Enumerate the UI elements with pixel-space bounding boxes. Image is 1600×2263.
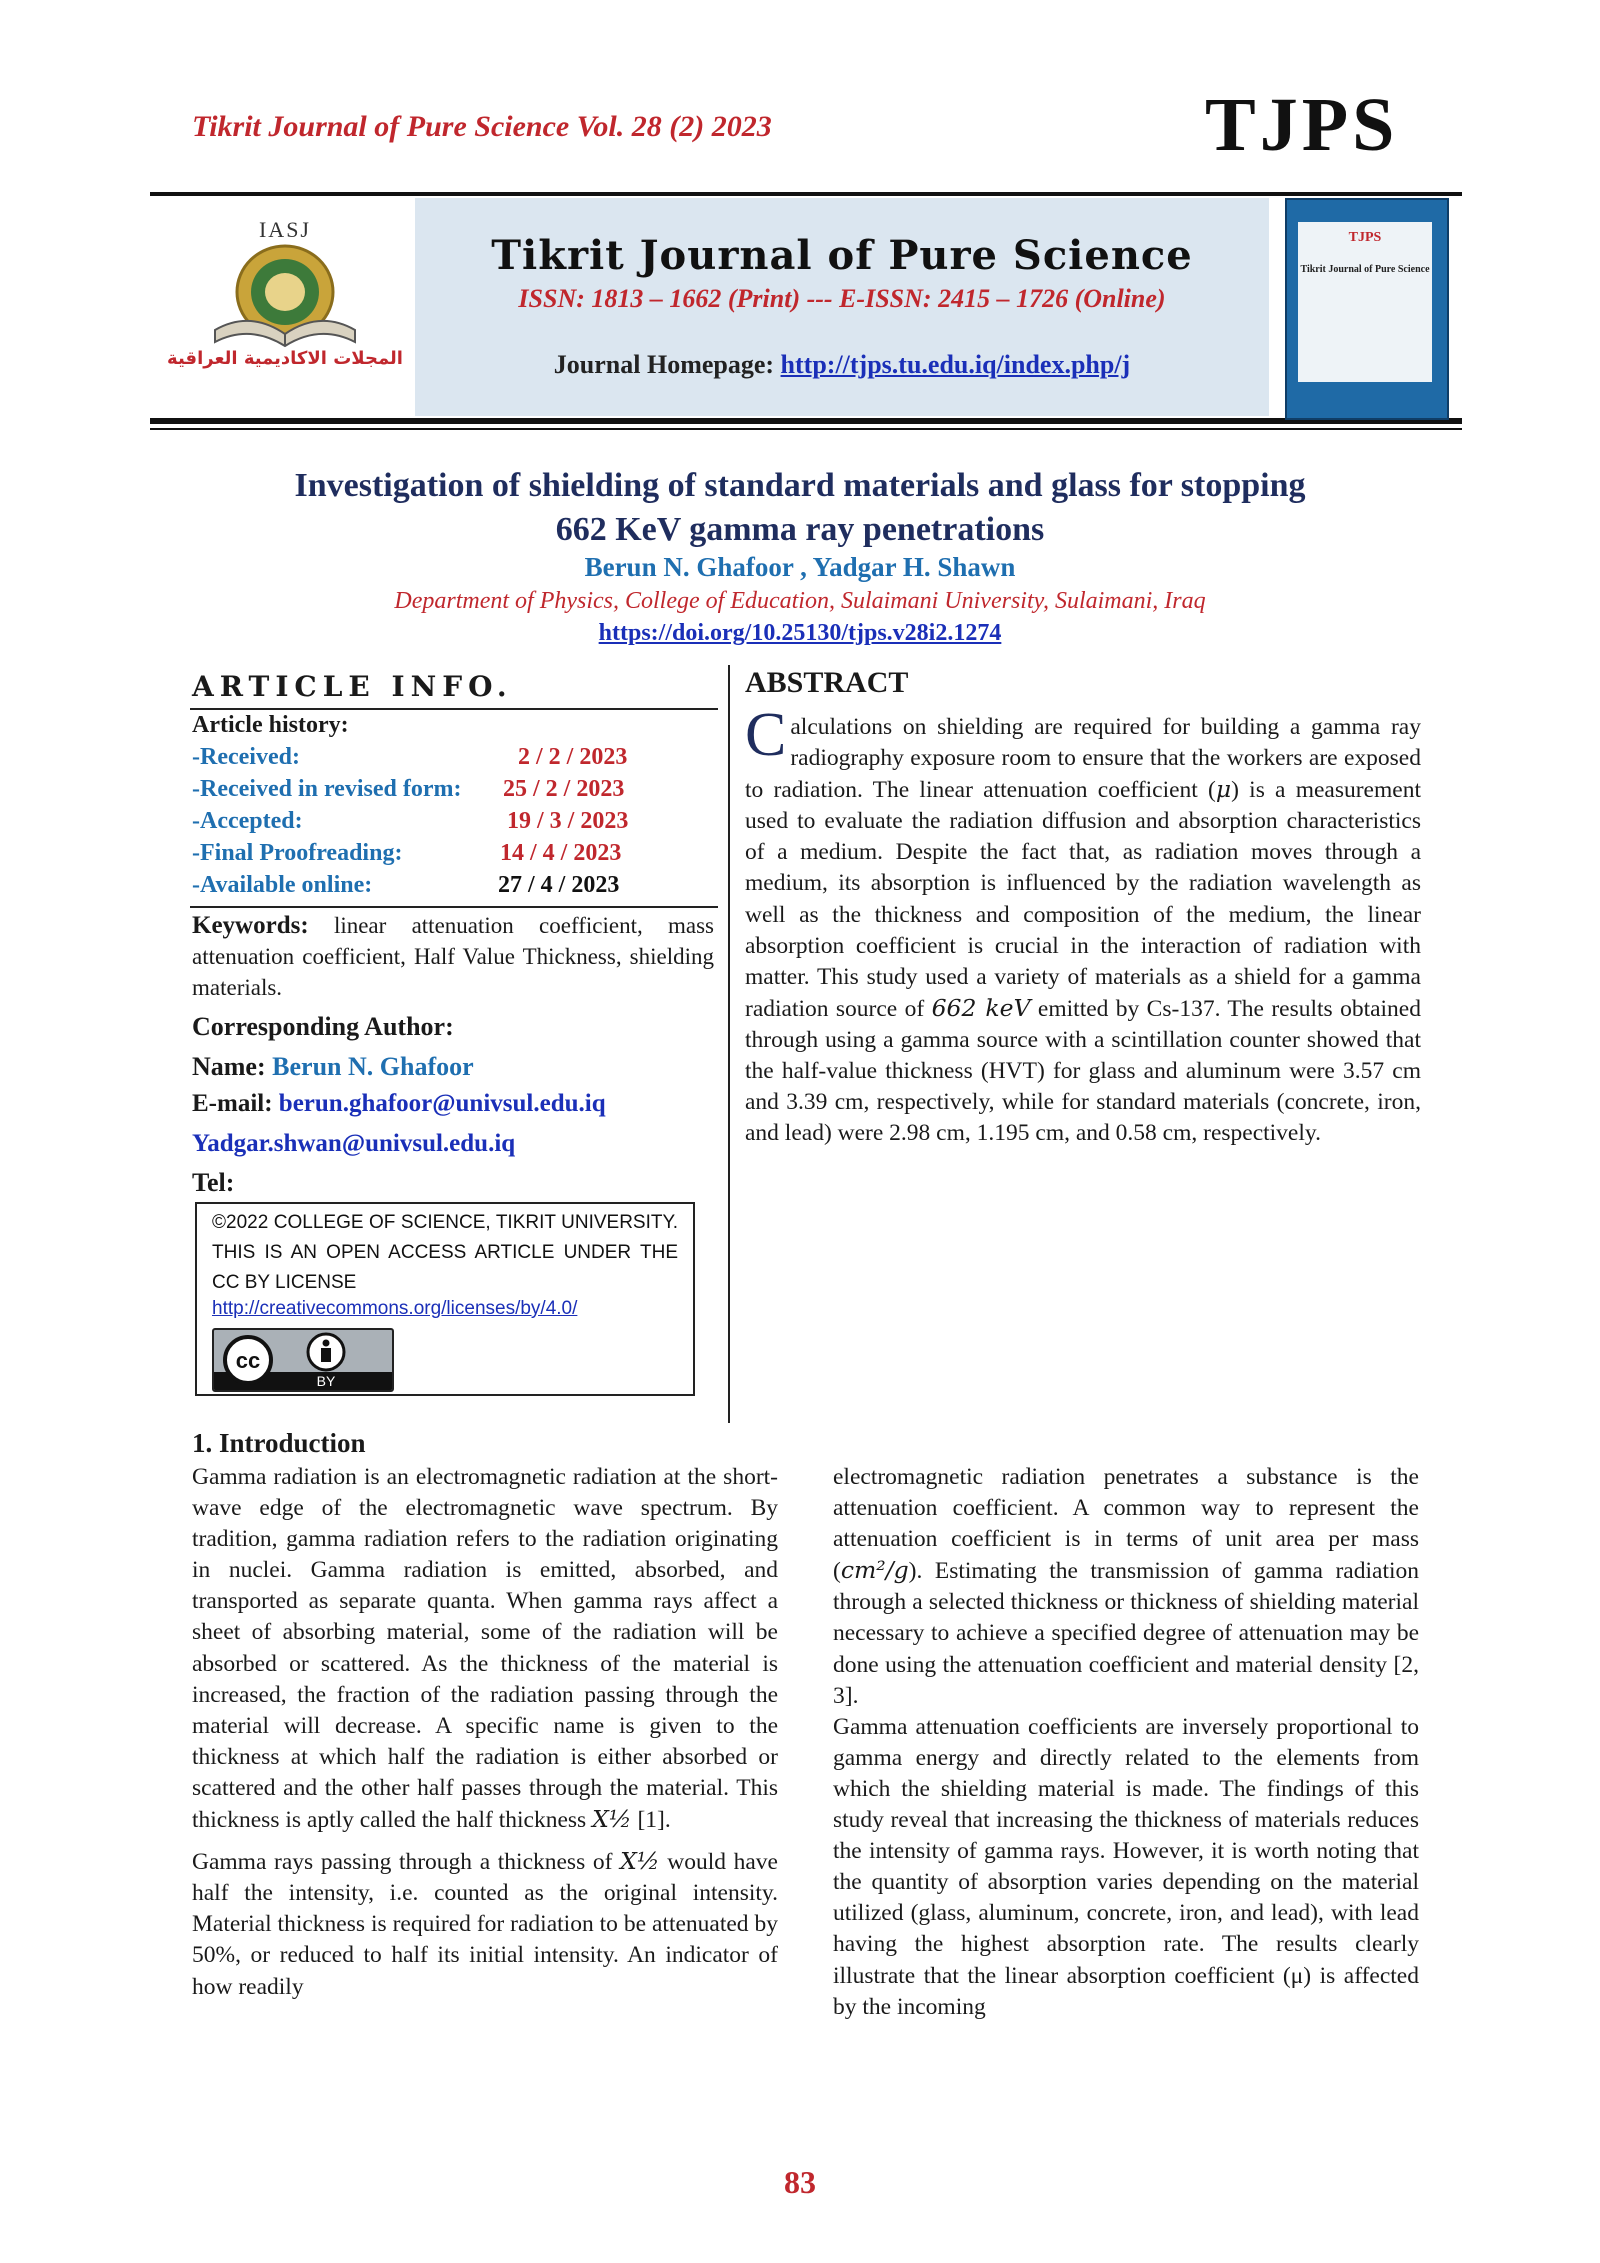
history-label-proofreading: -Final Proofreading: xyxy=(192,840,403,866)
email-link-2[interactable]: Yadgar.shwan@univsul.edu.iq xyxy=(192,1130,516,1157)
history-date-proofreading: 14 / 4 / 2023 xyxy=(500,840,622,866)
journal-mark: TJPS xyxy=(1205,83,1399,167)
history-row-online xyxy=(192,872,372,899)
half-thickness-symbol: X½ xyxy=(592,1805,632,1834)
author-name xyxy=(192,1052,474,1082)
intro-p3-start: electromagnetic radiation penetrates a substance is the attenuation coefficient. A common way to represent the attenuation coefficient is in terms of unit area per mass ( xyxy=(833,1464,1419,1585)
history-label-online: -Available online: xyxy=(192,872,373,898)
history-row-accepted xyxy=(192,808,303,835)
name-label: Name: xyxy=(192,1052,273,1081)
history-date-accepted: 19 / 3 / 2023 xyxy=(507,808,629,834)
keywords xyxy=(192,910,714,1003)
affiliation: Department of Physics, College of Education, Sulaimani University, Sulaimani, Iraq xyxy=(394,588,1206,614)
license-text: ©2022 COLLEGE OF SCIENCE, TIKRIT UNIVERSITY. THIS IS AN OPEN ACCESS ARTICLE UNDER THE CC BY LICENSE xyxy=(212,1212,678,1293)
half-thickness-symbol-2: X½ xyxy=(620,1847,660,1876)
banner-bottom-rule-thin xyxy=(150,428,1462,430)
history-label-accepted: -Accepted: xyxy=(192,808,303,834)
intro-p1-text: Gamma radiation is an electromagnetic radiation at the short-wave edge of the electromagnetic wave spectrum. By tradition, gamma radiation refers to the radiation originating in nuclei. Gamma radiation is emitted, absorbed, and transported as separate quanta. When gamma rays affect a sheet of absorbing material, some of the radiation will be absorbed or scattered. As the thickness of the material is increased, the fraction of the radiation passing through the material will decrease. A specific name is given to the thickness at which half the radiation is either absorbed or scattered and the other half passes through the material. This thickness is aptly called the half thickness xyxy=(192,1464,778,1834)
intro-p1-end: [1]. xyxy=(631,1807,671,1834)
page-number: 83 xyxy=(784,2164,816,2200)
history-label-revised: -Received in revised form: xyxy=(192,776,462,802)
intro-p3-end: ). Estimating the transmission of gamma radiation through a selected thickness or thickness of shielding material necessary to achieve a specified degree of attenuation may be done using the attenuation coefficient and material density [2, 3]. xyxy=(833,1558,1419,1709)
intro-right-column xyxy=(833,1462,1419,2023)
authors: Berun N. Ghafoor , Yadgar H. Shawn xyxy=(584,552,1016,582)
info-divider xyxy=(190,708,718,710)
history-date-received: 2 / 2 / 2023 xyxy=(518,744,628,770)
history-date-online: 27 / 4 / 2023 xyxy=(498,872,620,898)
history-date-revised: 25 / 2 / 2023 xyxy=(503,776,625,802)
intro-paragraph-1 xyxy=(192,1462,778,1836)
intro-heading: 1. Introduction xyxy=(192,1428,366,1458)
paper-title xyxy=(190,464,1410,552)
license-link[interactable]: http://creativecommons.org/licenses/by/4.0/ xyxy=(212,1298,578,1319)
doi xyxy=(190,620,1410,647)
column-divider xyxy=(728,665,730,1423)
cover-title: Tikrit Journal of Pure Science xyxy=(1300,264,1430,275)
intro-p2-end: would have half the intensity, i.e. counted as the original intensity. Material thickness is required for radiation to be attenuated by 50%, or reduced to half its initial intensity. An indicator of how readily xyxy=(192,1849,778,2000)
title-line-2: 662 KeV gamma ray penetrations xyxy=(555,511,1045,548)
banner-top-rule xyxy=(150,192,1462,196)
keywords-text: linear attenuation coefficient, mass attenuation coefficient, Half Value Thickness, shielding materials. xyxy=(192,913,714,1000)
author-email xyxy=(192,1090,606,1118)
by-label: BY xyxy=(316,1373,336,1389)
name-value: Berun N. Ghafoor xyxy=(272,1052,474,1081)
abstract-text xyxy=(745,701,1421,1149)
energy-value: 662 keV xyxy=(931,993,1031,1022)
intro-p2-start: Gamma rays passing through a thickness of xyxy=(192,1849,621,1876)
abstract-dropcap: C xyxy=(745,701,787,769)
article-info-heading: ARTICLE INFO. xyxy=(192,670,513,703)
abstract-part-2: ) is a measurement used to evaluate the radiation diffusion and absorption characteristics of a medium. Despite the fact that, as radiation moves through a medium, its absorption is influenced by the radiation wavelength as well as the thickness and composition of the medium, the linear absorption coefficient is crucial in the interaction of radiation with matter. This study used a variety of materials as a shield for a gamma radiation source of xyxy=(745,777,1421,1022)
homepage-link[interactable]: http://tjps.tu.edu.iq/index.php/j xyxy=(780,350,1131,379)
history-row-proofreading xyxy=(192,840,402,867)
cc-by-badge[interactable] xyxy=(212,1328,394,1392)
banner-bottom-rule xyxy=(150,418,1462,424)
email-label: E-mail: xyxy=(192,1090,279,1117)
mu-symbol: μ xyxy=(1215,775,1232,804)
abstract-heading: ABSTRACT xyxy=(745,666,909,699)
abstract-part-3: emitted by Cs-137. The results obtained through using a gamma source with a scintillation counter showed that the half-value thickness (HVT) for glass and aluminum were 3.57 cm and 3.39 cm, respectively, while for standard materials (concrete, iron, and lead) were 2.98 cm, 1.195 cm, and 0.58 cm, respectively. xyxy=(745,995,1421,1147)
cc-icon-label: cc xyxy=(235,1348,261,1373)
history-label: Article history: xyxy=(192,712,349,738)
journal-name: Tikrit Journal of Pure Science xyxy=(491,232,1193,279)
intro-paragraph-2 xyxy=(192,1846,778,2002)
running-head: Tikrit Journal of Pure Science Vol. 28 (2) 2023 xyxy=(192,110,772,143)
info-divider xyxy=(190,906,718,908)
tel-label: Tel: xyxy=(192,1168,235,1197)
iasj-logo-arabic: المجلات الاكاديمية العراقية xyxy=(167,348,403,369)
homepage-label: Journal Homepage: xyxy=(553,350,781,379)
doi-link[interactable]: https://doi.org/10.25130/tjps.v28i2.1274 xyxy=(598,620,1002,646)
abstract-part-1: alculations on shielding are required for building a gamma ray radiography exposure room to ensure that the workers are exposed to radiation. The linear attenuation coefficient ( xyxy=(745,714,1421,804)
title-line-1: Investigation of shielding of standard materials and glass for stopping xyxy=(294,467,1306,504)
journal-issn: ISSN: 1813 – 1662 (Print) --- E-ISSN: 2415 – 1726 (Online) xyxy=(518,284,1166,313)
corresponding-author-label: Corresponding Author: xyxy=(192,1012,454,1041)
intro-left-column xyxy=(192,1462,778,2003)
iasj-logo-text: IASJ xyxy=(258,217,311,242)
intro-paragraph-4: Gamma attenuation coefficients are inversely proportional to gamma energy and directly related to the elements from which the shielding material is made. The findings of this study reveal that increasing the thickness of materials reduces the intensity of gamma rays. However, it is worth noting that the quantity of absorption varies depending on the material utilized (glass, aluminum, concrete, iron, and lead), with lead having the highest absorption rate. The results clearly illustrate that the linear absorption coefficient (μ) is affected by the incoming xyxy=(833,1713,1419,2020)
history-label-received: -Received: xyxy=(192,744,300,770)
cover-mark: TJPS xyxy=(1348,230,1382,245)
journal-homepage xyxy=(415,350,1269,380)
history-row-received xyxy=(192,744,300,771)
unit-symbol: cm²/g xyxy=(840,1556,909,1585)
keywords-label: Keywords: xyxy=(192,912,309,939)
history-row-revised xyxy=(192,776,461,803)
intro-paragraph-3 xyxy=(833,1462,1419,1712)
email-link-1[interactable]: berun.ghafoor@univsul.edu.iq xyxy=(278,1090,606,1117)
cover-panel xyxy=(1298,222,1432,382)
